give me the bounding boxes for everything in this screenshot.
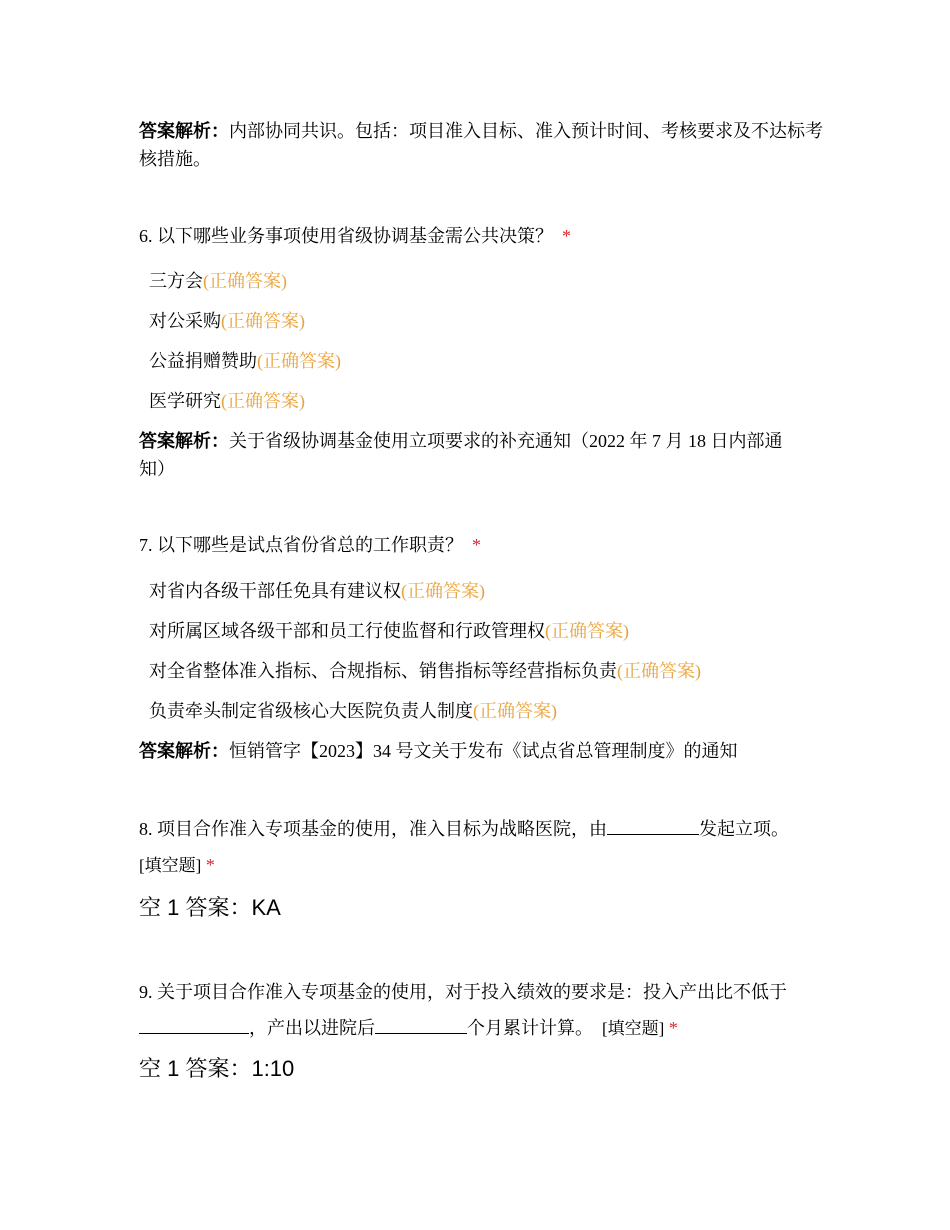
analysis-label: 答案解析：: [139, 741, 229, 761]
q9-text-after: 个月累计计算。: [467, 1018, 593, 1038]
q7-text: 以下哪些是试点省份省总的工作职责？: [157, 535, 463, 555]
correct-answer-marker: (正确答案): [545, 621, 629, 641]
option-text: 对省内各级干部任免具有建议权: [149, 581, 401, 601]
q8-number: 8.: [139, 819, 153, 839]
q7-analysis: [139, 737, 829, 765]
q9-question: [139, 974, 829, 1047]
option-text: 对公采购: [149, 311, 221, 331]
required-mark: *: [205, 855, 215, 875]
q9-answer: 空 1 答案：1:10: [139, 1056, 295, 1081]
option-text: 对所属区域各级干部和员工行使监督和行政管理权: [149, 621, 545, 641]
correct-answer-marker: (正确答案): [617, 661, 701, 681]
q6-option: [149, 387, 305, 415]
q7-option: [149, 697, 557, 725]
q5-analysis: [139, 117, 829, 173]
option-text: 公益捐赠赞助: [149, 351, 257, 371]
q9-number: 9.: [139, 982, 153, 1002]
option-text: 负责牵头制定省级核心大医院负责人制度: [149, 701, 473, 721]
fill-blank: [139, 1015, 249, 1034]
q6-analysis-line1: 关于省级协调基金使用立项要求的补充通知（2022 年 7 月 18 日内部通: [229, 431, 783, 451]
analysis-label: 答案解析：: [139, 121, 229, 141]
q6-option: [149, 267, 287, 295]
q6-question: [139, 218, 829, 254]
q5-analysis-text: 内部协同共识。包括：项目准入目标、准入预计时间、考核要求及不达标考核措施。: [139, 121, 823, 169]
q6-analysis-line2: 知）: [139, 459, 175, 479]
question-type-tag: [填空题]: [602, 1019, 665, 1038]
correct-answer-marker: (正确答案): [203, 271, 287, 291]
required-mark: *: [472, 535, 481, 555]
q6-option: [149, 307, 305, 335]
fill-blank: [375, 1015, 467, 1034]
option-text: 医学研究: [149, 391, 221, 411]
q6-option: [149, 347, 341, 375]
q7-number: 7.: [139, 535, 153, 555]
q9-text-mid: ，产出以进院后: [249, 1018, 375, 1038]
correct-answer-marker: (正确答案): [257, 351, 341, 371]
analysis-label: 答案解析：: [139, 431, 229, 451]
q7-option: [149, 617, 629, 645]
correct-answer-marker: (正确答案): [401, 581, 485, 601]
q6-text: 以下哪些业务事项使用省级协调基金需公共决策？: [157, 226, 553, 246]
required-mark: *: [562, 226, 571, 246]
q8-question: [139, 811, 829, 884]
q7-option: [149, 577, 485, 605]
correct-answer-marker: (正确答案): [221, 311, 305, 331]
option-text: 对全省整体准入指标、合规指标、销售指标等经营指标负责: [149, 661, 617, 681]
option-text: 三方会: [149, 271, 203, 291]
question-type-tag: [填空题]: [139, 856, 202, 875]
q6-analysis: [139, 427, 829, 483]
fill-blank: [607, 816, 699, 835]
q9-text-line1: 关于项目合作准入专项基金的使用，对于投入绩效的要求是：投入产出比不低于: [157, 982, 787, 1002]
q7-question: [139, 527, 829, 563]
correct-answer-marker: (正确答案): [221, 391, 305, 411]
q7-analysis-text: 恒销管字【2023】34 号文关于发布《试点省总管理制度》的通知: [229, 741, 738, 761]
q8-answer: 空 1 答案：KA: [139, 895, 281, 920]
q8-text-after: 发起立项。: [699, 819, 789, 839]
correct-answer-marker: (正确答案): [473, 701, 557, 721]
required-mark: *: [668, 1018, 678, 1038]
q8-text-before: 项目合作准入专项基金的使用，准入目标为战略医院，由: [157, 819, 607, 839]
q6-number: 6.: [139, 226, 153, 246]
q7-option: [149, 657, 701, 685]
